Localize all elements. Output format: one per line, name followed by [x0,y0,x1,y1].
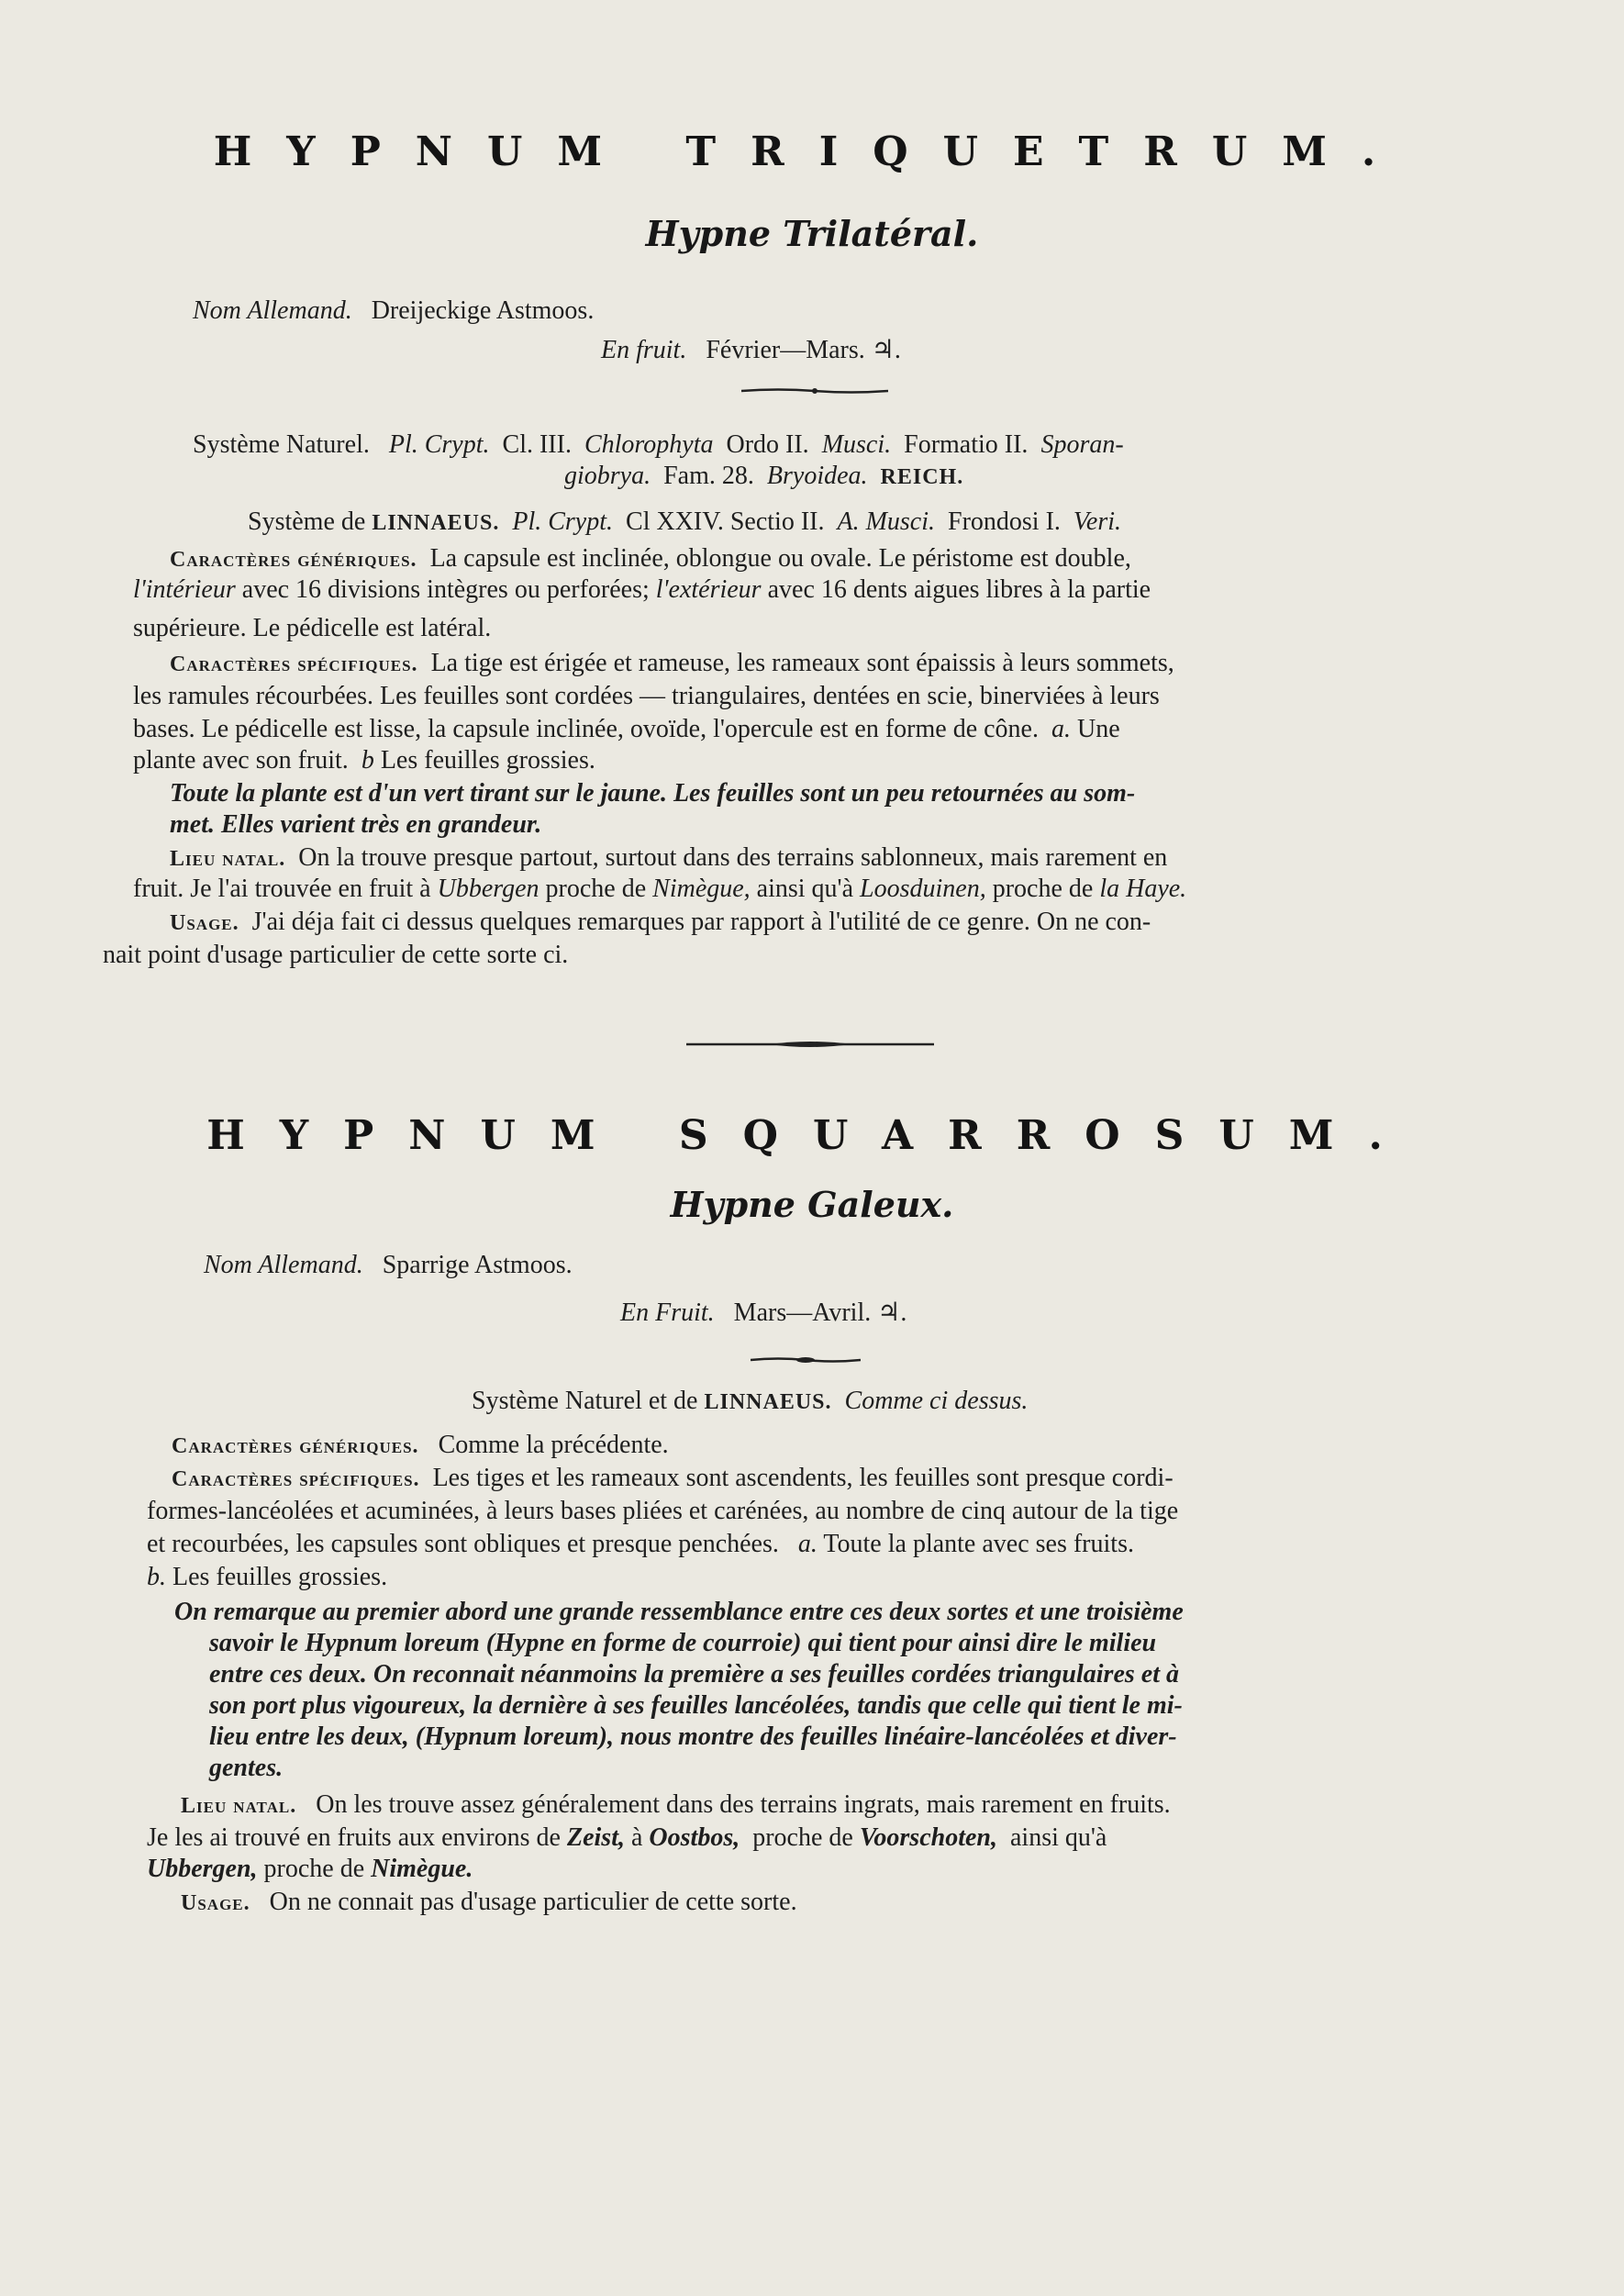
sys-nat-bryoidea: Bryoidea. [766,462,868,490]
entry2-lieu-label: Lieu natal. [181,1794,297,1818]
entry1-gen-label: Caractères génériques. [170,548,417,572]
entry1-lieu-label: Lieu natal. [170,847,286,871]
lieu-t4: proche de [992,875,1094,903]
entry2-gen-label: Caractères génériques. [172,1434,419,1458]
entry2-sys-linnaeus: LINNAEUS. [704,1390,832,1414]
entry2-spec-label: Caractères spécifiques. [172,1467,420,1491]
lieu-t2: proche de [545,875,647,903]
lieu2-voorschoten: Voorschoten, [859,1823,997,1852]
sys-nat-reich: REICH. [880,465,964,489]
lieu-nimegue: Nimègue, [652,875,751,903]
lieu2-nimegue: Nimègue. [371,1855,473,1883]
entry2-spec-text-d: Les feuilles grossies. [172,1563,388,1591]
entry2-note-line4: son port plus vigoureux, la dernière à ses feuilles lancéolées, tandis que celle qui tient le mi- [209,1691,1183,1720]
lieu-ubbergen: Ubbergen [437,875,539,903]
entry2-spec-text-c: et recourbées, les capsules sont obliques et presque penchées. [147,1530,779,1558]
entry1-sys-lin-line [248,507,1121,539]
entry2-sys-line [472,1386,1028,1418]
entry1-spec-line2: les ramules récourbées. Les feuilles sont cordées — triangulaires, dentées en scie, binerviées à leurs [133,682,1160,710]
entry1-spec-une: Une [1077,715,1120,743]
entry2-lieu-line1 [181,1789,1171,1822]
sys-nat-giobrya: giobrya. [564,462,651,490]
entry1-nom-value: Dreijeckige Astmoos. [371,296,595,325]
entry1-spec-text-d2: Les feuilles grossies. [380,746,595,775]
lieu2-ubbergen: Ubbergen, [147,1855,258,1883]
entry1-spec-line1 [170,648,1174,680]
entry1-usage-label: Usage. [170,911,239,935]
entry2-fruit-label: En Fruit. [620,1298,715,1327]
entry1-gen-interieur: l'intérieur [133,575,236,604]
entry1-fruit-label: En fruit. [601,336,687,364]
entry2-subtitle: Hypne Galeux. [670,1184,954,1225]
entry1-lieu-line2 [133,874,1186,905]
sys-nat-plcrypt: Pl. Crypt. [388,430,490,459]
sys-nat-label: Système Naturel. [193,430,370,459]
entry1-usage-text-a: J'ai déja fait ci dessus quelques remarques par rapport à l'utilité de ce genre. On ne con- [251,908,1151,936]
entry1-nom-label: Nom Allemand. [193,296,352,325]
sys-lin-veri: Veri. [1073,507,1122,536]
lieu-t3: ainsi qu'à [756,875,854,903]
sys-nat-musci: Musci. [821,430,892,459]
entry1-spec-text-a: La tige est érigée et rameuse, les rameaux sont épaissis à leurs sommets, [430,649,1174,677]
entry2-note-line3: entre ces deux. On reconnait néanmoins la première a ses feuilles cordées triangulaires et à [209,1660,1179,1689]
entry1-title: HYPNUM TRIQUETRUM. [213,128,1411,175]
divider-ornament [686,1035,934,1053]
entry2-sys-label: Système Naturel et de [472,1387,698,1415]
sys-lin-musci: A. Musci. [837,507,936,536]
lieu2-t5: proche de [263,1855,365,1883]
entry2-gen-line [172,1430,669,1462]
entry2-spec-text-c2: Toute la plante avec ses fruits. [823,1530,1134,1558]
sys-lin-linnaeus: LINNAEUS. [372,511,500,535]
lieu-loosduinen: Loosduinen, [860,875,986,903]
entry1-gen-text-b: avec 16 divisions intègres ou perforées; [241,575,650,604]
entry2-title: HYPNUM SQUARROSUM. [206,1112,1418,1159]
entry1-usage-line2: nait point d'usage particulier de cette sorte ci. [103,941,569,969]
entry2-usage-label: Usage. [181,1891,250,1915]
entry1-gen-text: La capsule est inclinée, oblongue ou ovale. Le péristome est double, [429,544,1131,573]
sys-nat-fam: Fam. 28. [663,462,754,490]
sys-lin-frondosi: Frondosi I. [948,507,1061,536]
entry2-usage-line [181,1887,797,1919]
lieu2-t3: proche de [752,1823,853,1852]
ornament-small [741,387,888,395]
entry1-gen-text-b3: avec 16 dents aigues libres à la partie [767,575,1151,604]
entry2-note-line6: gentes. [209,1754,284,1782]
entry2-sys-comme: Comme ci dessus. [844,1387,1029,1415]
sys-nat-sporan: Sporan- [1040,430,1124,459]
entry1-note-line1: Toute la plante est d'un vert tirant sur le jaune. Les feuilles sont un peu retournées au som- [170,779,1136,808]
sys-lin-class: Cl XXIV. Sectio II. [626,507,825,536]
entry2-gen-text: Comme la précédente. [438,1431,669,1459]
entry2-spec-line2: formes-lancéolées et acuminées, à leurs bases pliées et carénées, au nombre de cinq autour de la tige [147,1497,1179,1525]
lieu2-t2: à [630,1823,643,1852]
entry1-gen-line2 [133,574,1151,606]
entry1-gen-exterieur: l'extérieur [655,575,762,604]
entry2-spec-line1 [172,1463,1174,1495]
sys-nat-chlorophyta: Chlorophyta [584,430,714,459]
entry1-spec-line3 [133,714,1120,745]
entry2-nom-line [204,1250,573,1281]
entry1-spec-text-c: bases. Le pédicelle est lisse, la capsule inclinée, ovoïde, l'opercule est en forme de cône. [133,715,1039,743]
entry1-spec-b: b [361,746,374,775]
sys-lin-label: Système de [248,507,366,536]
entry1-subtitle: Hypne Trilatéral. [645,213,979,254]
entry1-spec-text-d: plante avec son fruit. [133,746,349,775]
sys-nat-ordo: Ordo II. [726,430,809,459]
entry1-fruit-value: Février—Mars. ♃. [706,336,901,364]
entry2-note-line2: savoir le Hypnum loreum (Hypne en forme de courroie) qui tient pour ainsi dire le milieu [209,1629,1157,1657]
entry2-lieu-line3 [147,1854,473,1885]
entry2-fruit-value: Mars—Avril. ♃. [733,1298,907,1327]
entry2-spec-line3 [147,1529,1134,1560]
lieu2-t4: ainsi qu'à [1009,1823,1107,1852]
entry1-spec-label: Caractères spécifiques. [170,652,418,676]
entry2-spec-a: a. [797,1530,818,1558]
entry1-lieu-text-a: On la trouve presque partout, surtout dans des terrains sablonneux, mais rarement en [298,843,1168,872]
entry1-usage-line1 [170,907,1151,939]
lieu2-t1: Je les ai trouvé en fruits aux environs de [147,1823,561,1852]
lieu-t1: fruit. Je l'ai trouvée en fruit à [133,875,431,903]
entry1-nom-line [193,295,594,327]
lieu2-zeist: Zeist, [566,1823,625,1852]
entry2-spec-text-a: Les tiges et les rameaux sont ascendents, les feuilles sont presque cordi- [432,1464,1174,1492]
entry1-spec-line4 [133,745,595,776]
entry1-sys-nat-line1 [193,429,1124,461]
entry2-fruit-line [620,1298,907,1329]
entry1-spec-a: a. [1051,715,1071,743]
entry1-gen-line3: supérieure. Le pédicelle est latéral. [133,614,492,642]
entry2-spec-line4 [147,1562,387,1593]
sys-lin-plcrypt: Pl. Crypt. [512,507,614,536]
sys-nat-class: Cl. III. [502,430,572,459]
entry1-fruit-line [601,335,901,366]
ornament-small-2 [751,1356,861,1364]
entry1-lieu-line1 [170,842,1167,875]
entry2-lieu-text-a: On les trouve assez généralement dans des terrains ingrats, mais rarement en fruits. [316,1790,1171,1819]
entry1-note-line2: met. Elles varient très en grandeur. [170,810,542,839]
entry2-note-line1: On remarque au premier abord une grande ressemblance entre ces deux sortes et une troisième [174,1598,1184,1626]
entry2-lieu-line2 [147,1822,1107,1854]
entry2-nom-label: Nom Allemand. [204,1251,363,1279]
entry1-sys-nat-line2 [564,461,963,493]
entry2-usage-text: On ne connait pas d'usage particulier de cette sorte. [269,1888,797,1916]
sys-nat-formatio: Formatio II. [904,430,1029,459]
entry2-spec-b: b. [147,1563,166,1591]
entry2-note-line5: lieu entre les deux, (Hypnum loreum), nous montre des feuilles linéaire-lancéolées et diver- [209,1722,1177,1751]
entry2-nom-value: Sparrige Astmoos. [382,1251,573,1279]
lieu-la-haye: la Haye. [1099,875,1187,903]
entry1-gen-line1 [170,543,1131,575]
lieu2-oostbos: Oostbos, [649,1823,740,1852]
